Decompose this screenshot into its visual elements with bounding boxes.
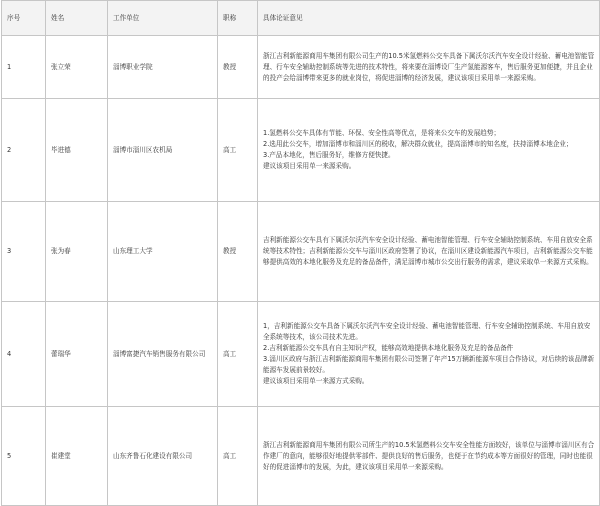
row-professional-title: 高工 [218,302,258,407]
row-work-unit: 淄博市淄川区农机局 [108,99,218,202]
row-work-unit: 淄博富捷汽车销售服务有限公司 [108,302,218,407]
expert-opinion-table [1,0,600,506]
row-name: 毕进德 [46,99,108,202]
opinion-text: 2.选用此公交车，增加淄博市和淄川区的税收，解决群众就业，提高淄博市的知名度，扶持淄博本地企业； [263,140,573,148]
row-opinion [258,36,600,99]
table-row [2,407,600,506]
row-serial-number: 3 [2,202,46,302]
row-professional-title: 教授 [218,202,258,302]
table-row [2,36,600,99]
row-name: 张立荣 [46,36,108,99]
opinion-text: 建议该项目采用单一来源采购。 [263,162,356,170]
row-name: 张为春 [46,202,108,302]
row-opinion [258,202,600,302]
row-opinion [258,99,600,202]
opinion-text: 3.淄川区政府与浙江吉利新能源商用车集团有限公司签署了年产15万辆新能源车项目合作协议，对后续的该品牌新能源车发展前景较好。 [263,355,595,374]
opinion-text: 浙江吉利新能源商用车集团有限公司所生产的10.5米氢燃料公交车安全性能方面较好，该单位与淄博市淄川区有合作建厂的意向，能够很好地提供零部件、提供良好的售后服务，也便于在节约成本等方面很好的管理，同时也能很好的促进淄博市的发展，为此，建议该项目采用单一来源采购。 [263,440,595,471]
row-work-unit: 淄博职业学院 [108,36,218,99]
row-serial-number: 2 [2,99,46,202]
header-name: 姓名 [46,1,108,36]
row-professional-title: 高工 [218,99,258,202]
header-serial-number: 序号 [2,1,46,36]
opinion-text: 1，吉利新能源公交车具备下属沃尔沃汽车安全设计经验、蓄电池智能管理、行车安全辅助控制系统、车用自放安全系统等技术，该公司技术先进。 [263,322,591,341]
header-opinion: 具体论证意见 [258,1,600,36]
header-work-unit: 工作单位 [108,1,218,36]
header-row [2,1,600,36]
opinion-text: 吉利新能源公交车具有下属沃尔沃汽车安全设计经验、蓄电池智能管理、行车安全辅助控制系统、车用自放安全系统等技术特性；吉利新能源公交车与淄川区政府签署了协议，在淄川区建设新能源汽车项目，吉利新能源公交车能够提供高效的本地化服务及充足的备品备件，满足淄博市城市公交出行服务的需求，建议采取单一来源方式采购。 [263,236,593,266]
opinion-text: 1.氢燃料公交车具体有节能、环保、安全性高等优点，是将来公交车的发展趋势； [263,129,501,137]
opinion-text: 浙江吉利新能源商用车集团有限公司生产的10.5米氢燃料公交车具备下属沃尔沃汽车安全设计经验、蓄电池智能管理、行车安全辅助控制系统等先进的技术特性，将来要在淄博设厂生产氢能源客车，售后服务更加便捷，并且企业的投产会给淄博带来更多的就业岗位，将促进淄博的经济发展，建议该项目采用单一来源采购。 [263,51,595,82]
opinion-text: 3.产品本地化，售后服务好，维修方便快捷。 [263,151,395,159]
row-name: 崔建堂 [46,407,108,506]
row-serial-number: 5 [2,407,46,506]
opinion-text: 建议该项目采用单一来源方式采购。 [263,377,369,385]
header-professional-title: 职称 [218,1,258,36]
table-row [2,302,600,407]
row-professional-title: 高工 [218,407,258,506]
row-work-unit: 山东齐鲁石化建设有限公司 [108,407,218,506]
row-opinion [258,302,600,407]
opinion-text: 2.吉利新能源公交车具有自主知识产权，能够高效地提供本地化服务及充足的备品备件 [263,344,514,352]
row-name: 蕾瑞华 [46,302,108,407]
table-header [2,1,600,36]
row-serial-number: 4 [2,302,46,407]
row-serial-number: 1 [2,36,46,99]
row-opinion [258,407,600,506]
table-body [2,36,600,506]
table-row [2,202,600,302]
table-row [2,99,600,202]
row-work-unit: 山东理工大学 [108,202,218,302]
row-professional-title: 教授 [218,36,258,99]
